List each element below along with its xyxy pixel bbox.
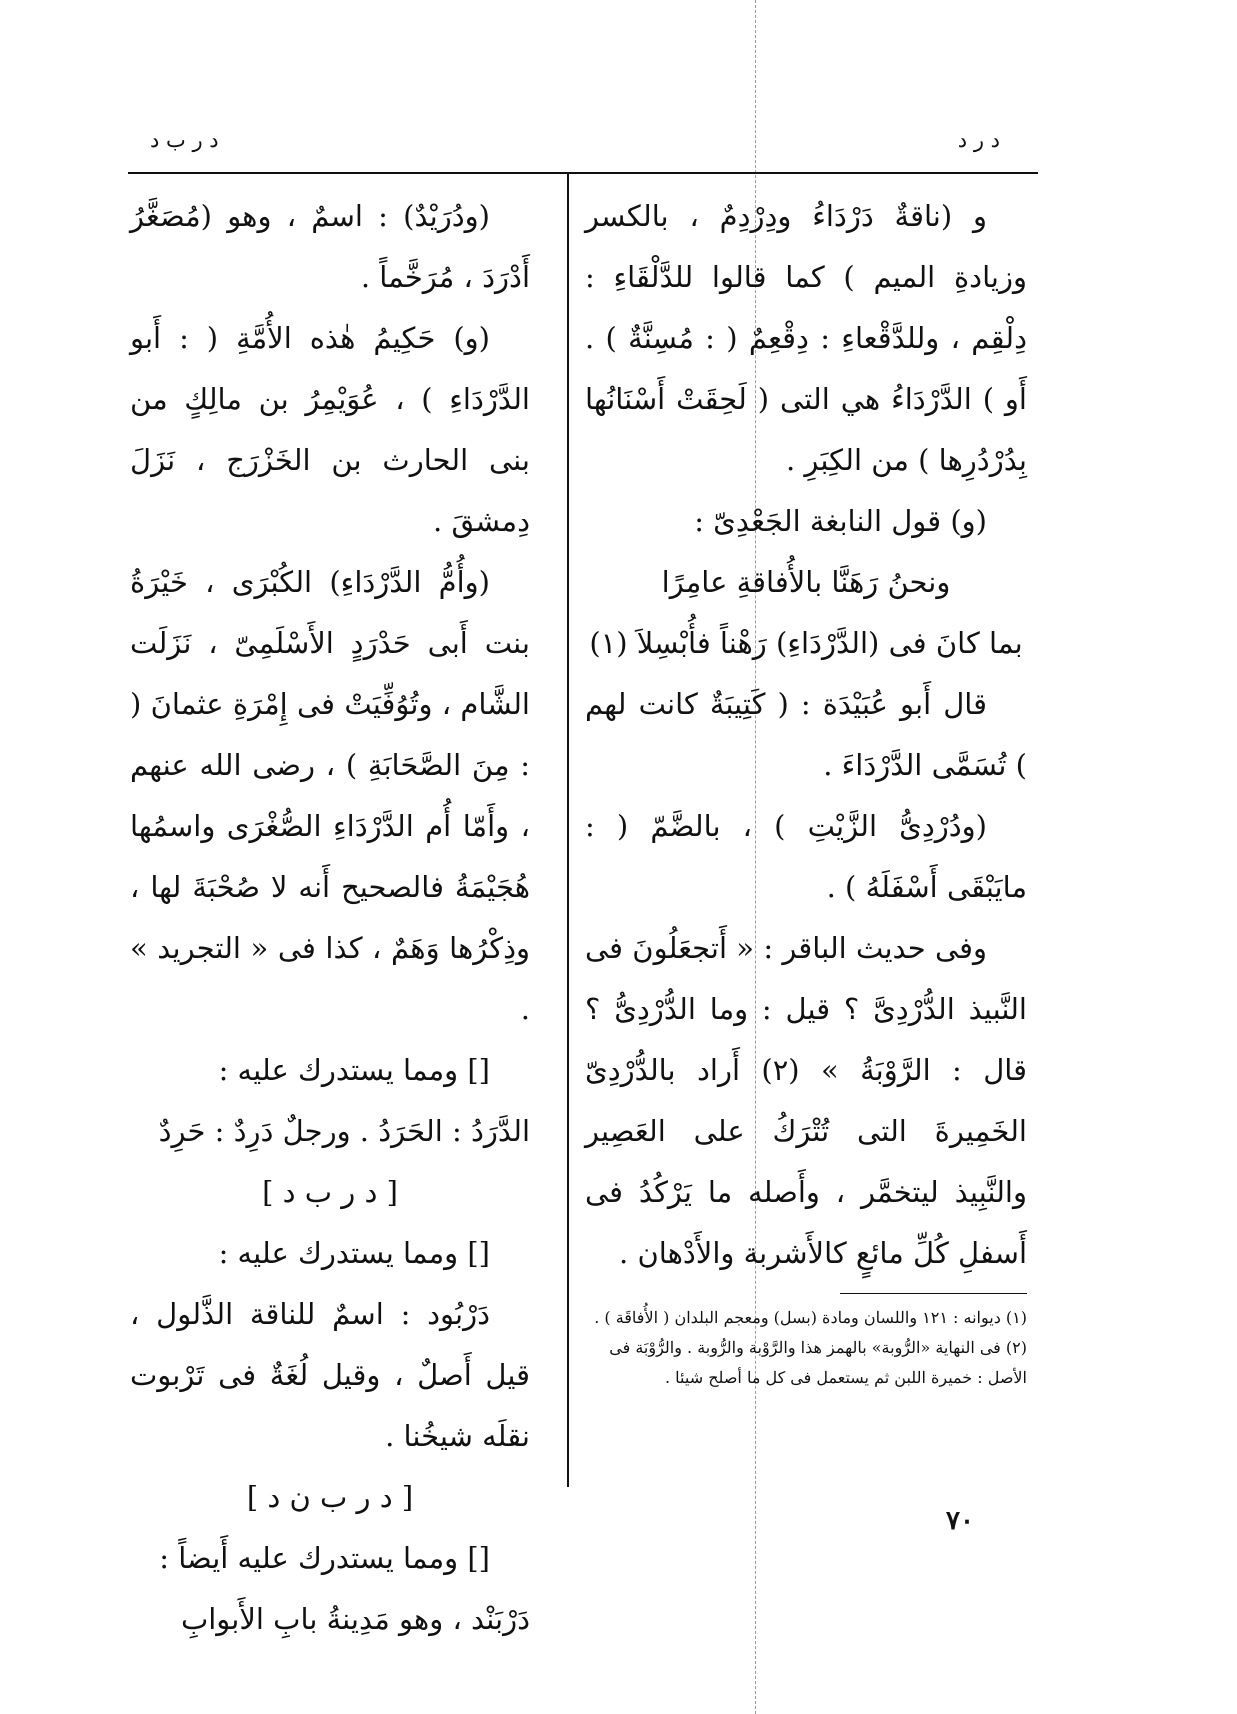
left-column bbox=[130, 186, 530, 1650]
entry-naqa-dardaa: و (ناقةٌ دَرْدَاءُ ودِرْدِمٌ ، بالكسر وزيادةِ الميم ) كما قالوا للدَّلْقَاءِ : دِلْقِم ، وللدَّقْعاءِ : دِقْعِمٌ ( : مُسِنَّةٌ ) . أَو ) الدَّرْدَاءُ هي التى ( لَحِقَتْ أَسْنَانُها بِدُرْدُرِها ) من الكِبَرِ . bbox=[585, 199, 1027, 477]
right-column bbox=[585, 186, 1027, 1284]
root-heading-drbnd: [ د ر ب ن د ] bbox=[246, 1480, 414, 1514]
footnotes bbox=[585, 1303, 1027, 1393]
entry-abu-ubayda: قال أَبو عُبَيْدَة : ( كَتِيبَةٌ كانت لهم ) تُسَمَّى الدَّرْدَاءَ . bbox=[585, 687, 1027, 782]
entry-darband: دَرْبَنْد ، وهو مَدِينةُ بابِ الأَبوابِ bbox=[180, 1602, 530, 1636]
footnote-2: (٢) فى النهاية «الرُّوبة» بالهمز هذا والرَّوْبة والرُّوبة . والرُّوْبَة فى الأصل : خميرة اللبن ثم يستعمل فى كل ما أصلح شيئا . bbox=[609, 1338, 1027, 1387]
entry-abu-dardaa: (و) حَكِيمُ هٰذه الأُمَّةِ ( : أَبو الدَّرْدَاءِ ) ، عُوَيْمِرُ بن مالِكٍ من بنى الحارث بن الخَزْرَج ، نَزَلَ دِمشقَ . bbox=[130, 321, 530, 538]
entry-darbud: دَرْبُود : اسمٌ للناقة الذَّلول ، قيل أَصلٌ ، وقيل لُغَةٌ فى تَرْبوت نقلَه شيخُنا . bbox=[130, 1297, 530, 1453]
addendum-heading-2: [] ومما يستدرك عليه : bbox=[218, 1236, 490, 1270]
root-heading-drbd: [ د ر ب د ] bbox=[262, 1175, 398, 1209]
footnote-rule bbox=[840, 1293, 1027, 1294]
verse-line-1: ونحنُ رَهَنَّا بالأُفاقةِ عامِرًا bbox=[661, 565, 951, 599]
running-head-right: د ر د bbox=[957, 128, 1000, 152]
poet-quote-intro: (و) قول النابغة الجَعْدِىّ : bbox=[694, 504, 987, 538]
addendum-heading-3: [] ومما يستدرك عليه أَيضاً : bbox=[159, 1541, 490, 1575]
entry-durayd: (ودُرَيْدٌ) : اسمٌ ، وهو (مُصَغَّرُ أَدْرَدَ ، مُرَخَّماً . bbox=[130, 199, 530, 294]
running-head-left: د ر ب د bbox=[150, 128, 219, 152]
entry-hadith-baqir: وفى حديث الباقر : « أَتجعَلُونَ فى النَّبيذ الدُّرْدِىَّ ؟ قيل : وما الدُّرْدِىُّ ؟ قال : الرَّوْبَةُ » (٢) أَراد بالدُّرْدِىّ الخَمِيرةَ التى تُتْرَكُ على العَصِير والنَّبِيذ ليتخمَّر ، وأَصله ما يَرْكُدُ فى أَسفلِ كُلِّ مائعٍ كالأَشربة والأَدْهان . bbox=[585, 931, 1027, 1270]
entry-umm-dardaa: (وأُمُّ الدَّرْدَاءِ) الكُبْرَى ، خَيْرَةُ بنت أَبى حَدْرَدٍ الأَسْلَمِىّ ، نَزَلَت الشَّام ، وتُوُفِّيَتْ فى إِمْرَةِ عثمانَ ( : مِنَ الصَّحَابَةِ ) ، رضى الله عنهم ، وأَمّا أُم الدَّرْدَاءِ الصُّغْرَى واسمُها هُجَيْمَةُ فالصحيح أَنه لا صُحْبَةَ لها ، وذِكْرُها وَهَمٌ ، كذا فى « التجريد » . bbox=[130, 565, 530, 1026]
header-rule bbox=[128, 172, 1038, 174]
entry-durdi-zayt: (ودُرْدِىُّ الزَّيْتِ ) ، بالضَّمّ ( : مايَبْقَى أَسْفَلَهُ ) . bbox=[585, 809, 1027, 904]
verse-line-2: بما كانَ فى (الدَّرْدَاءِ) رَهْناً فأُبْسِلاَ (١) bbox=[589, 626, 1023, 660]
entry-darad: الدَّرَدُ : الحَرَدُ . ورجلٌ دَرِدٌ : حَرِدٌ bbox=[158, 1114, 530, 1148]
column-separator bbox=[567, 172, 569, 1487]
page-number: ٧٠ bbox=[946, 1506, 974, 1536]
addendum-heading-1: [] ومما يستدرك عليه : bbox=[218, 1053, 490, 1087]
footnote-1: (١) ديوانه : ١٢١ واللسان ومادة (بسل) ومعجم البلدان ( الأُفاقَة ) . bbox=[594, 1308, 1027, 1327]
